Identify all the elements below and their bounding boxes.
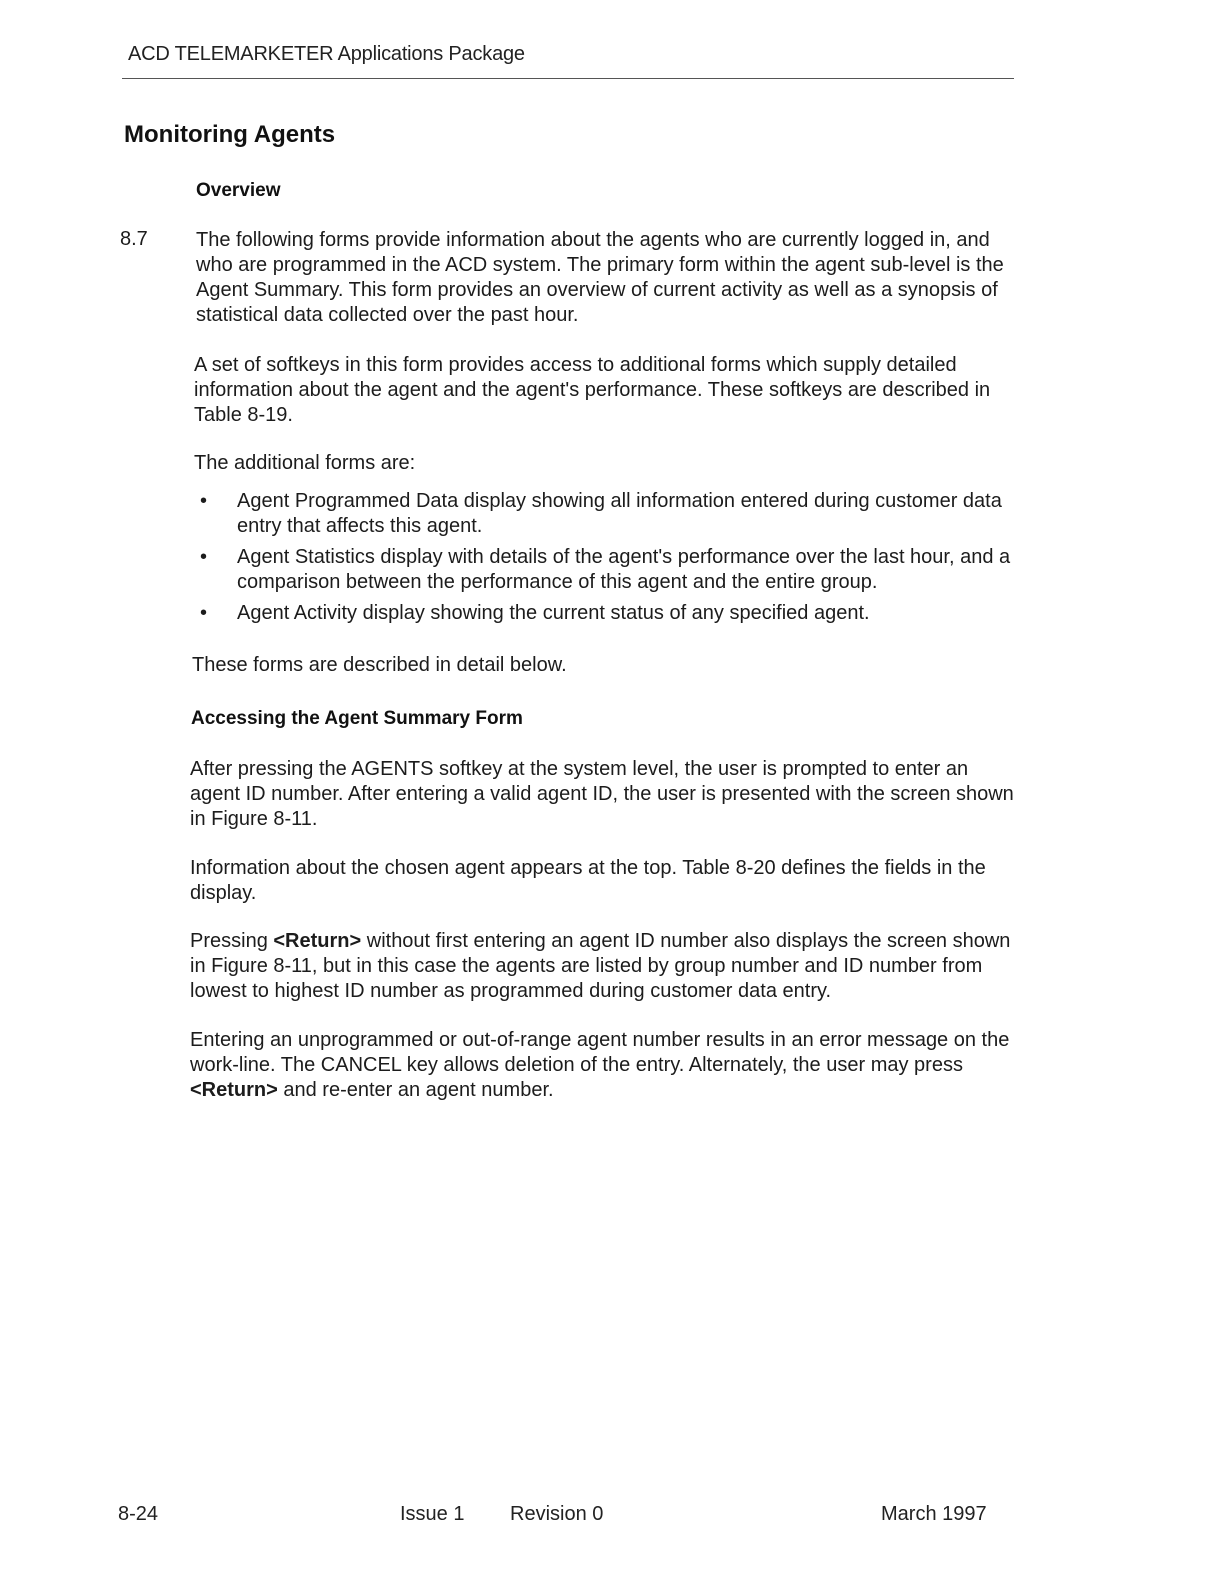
date-label: March 1997 xyxy=(881,1503,987,1525)
bullet-icon: • xyxy=(200,602,208,624)
list-item-text: Agent Programmed Data display showing all information entered during customer data entry that affects this agent. xyxy=(237,490,1002,537)
overview-heading: Overview xyxy=(196,180,281,201)
intro-paragraph: The following forms provide information about the agents who are currently logged in, and who are programmed in the ACD system. The primary form within the agent sub-level is the Agent Summary. This form provides an overview of current activity as well as a synopsis of statistical data collected over the past hour. xyxy=(196,229,1004,326)
list-item xyxy=(200,489,1020,539)
revision-label: Revision 0 xyxy=(510,1503,604,1525)
bullet-icon: • xyxy=(200,546,208,568)
paragraph-number: 8.7 xyxy=(120,228,148,250)
bullet-icon: • xyxy=(200,490,208,512)
fields-paragraph: Information about the chosen agent appears at the top. Table 8-20 defines the fields in the display. xyxy=(190,857,986,904)
error-paragraph xyxy=(190,1028,1020,1103)
list-item-text: Agent Statistics display with details of the agent's performance over the last hour, and a comparison between the performance of this agent and the entire group. xyxy=(237,546,1011,593)
forms-detail-note: These forms are described in detail below. xyxy=(192,654,567,676)
list-item xyxy=(200,545,1020,595)
access-heading: Accessing the Agent Summary Form xyxy=(191,708,523,729)
access-paragraph: After pressing the AGENTS softkey at the system level, the user is prompted to enter an agent ID number. After entering a valid agent ID, the user is presented with the screen shown in Figure 8-11. xyxy=(190,758,1014,830)
list-item xyxy=(200,601,1020,626)
running-header: ACD TELEMARKETER Applications Package xyxy=(128,43,525,65)
return-paragraph xyxy=(190,929,1020,1004)
list-item-text: Agent Activity display showing the current status of any specified agent. xyxy=(237,602,870,624)
section-title: Monitoring Agents xyxy=(124,121,336,148)
softkeys-paragraph: A set of softkeys in this form provides access to additional forms which supply detailed information about the agent and the agent's performance. These softkeys are described in Table 8-19. xyxy=(194,354,991,426)
error-text-pre: Entering an unprogrammed or out-of-range agent number results in an error message on the work-line. The CANCEL key allows deletion of the entry. Alternately, the user may press xyxy=(190,1029,1010,1076)
page-number: 8-24 xyxy=(118,1503,159,1525)
header-rule xyxy=(122,78,1014,79)
return-key: <Return> xyxy=(273,930,362,952)
return-text-post: without first entering an agent ID number also displays the screen shown in Figure 8-11, but in this case the agents are listed by group number and ID number from lowest to highest ID number as programmed during customer data entry. xyxy=(190,930,1011,1002)
additional-forms-intro: The additional forms are: xyxy=(194,452,416,474)
forms-list xyxy=(200,489,1020,632)
issue-label: Issue 1 xyxy=(400,1503,465,1525)
return-key: <Return> xyxy=(190,1079,278,1101)
return-text-pre: Pressing xyxy=(190,930,274,952)
error-text-post: and re-enter an agent number. xyxy=(277,1079,554,1101)
